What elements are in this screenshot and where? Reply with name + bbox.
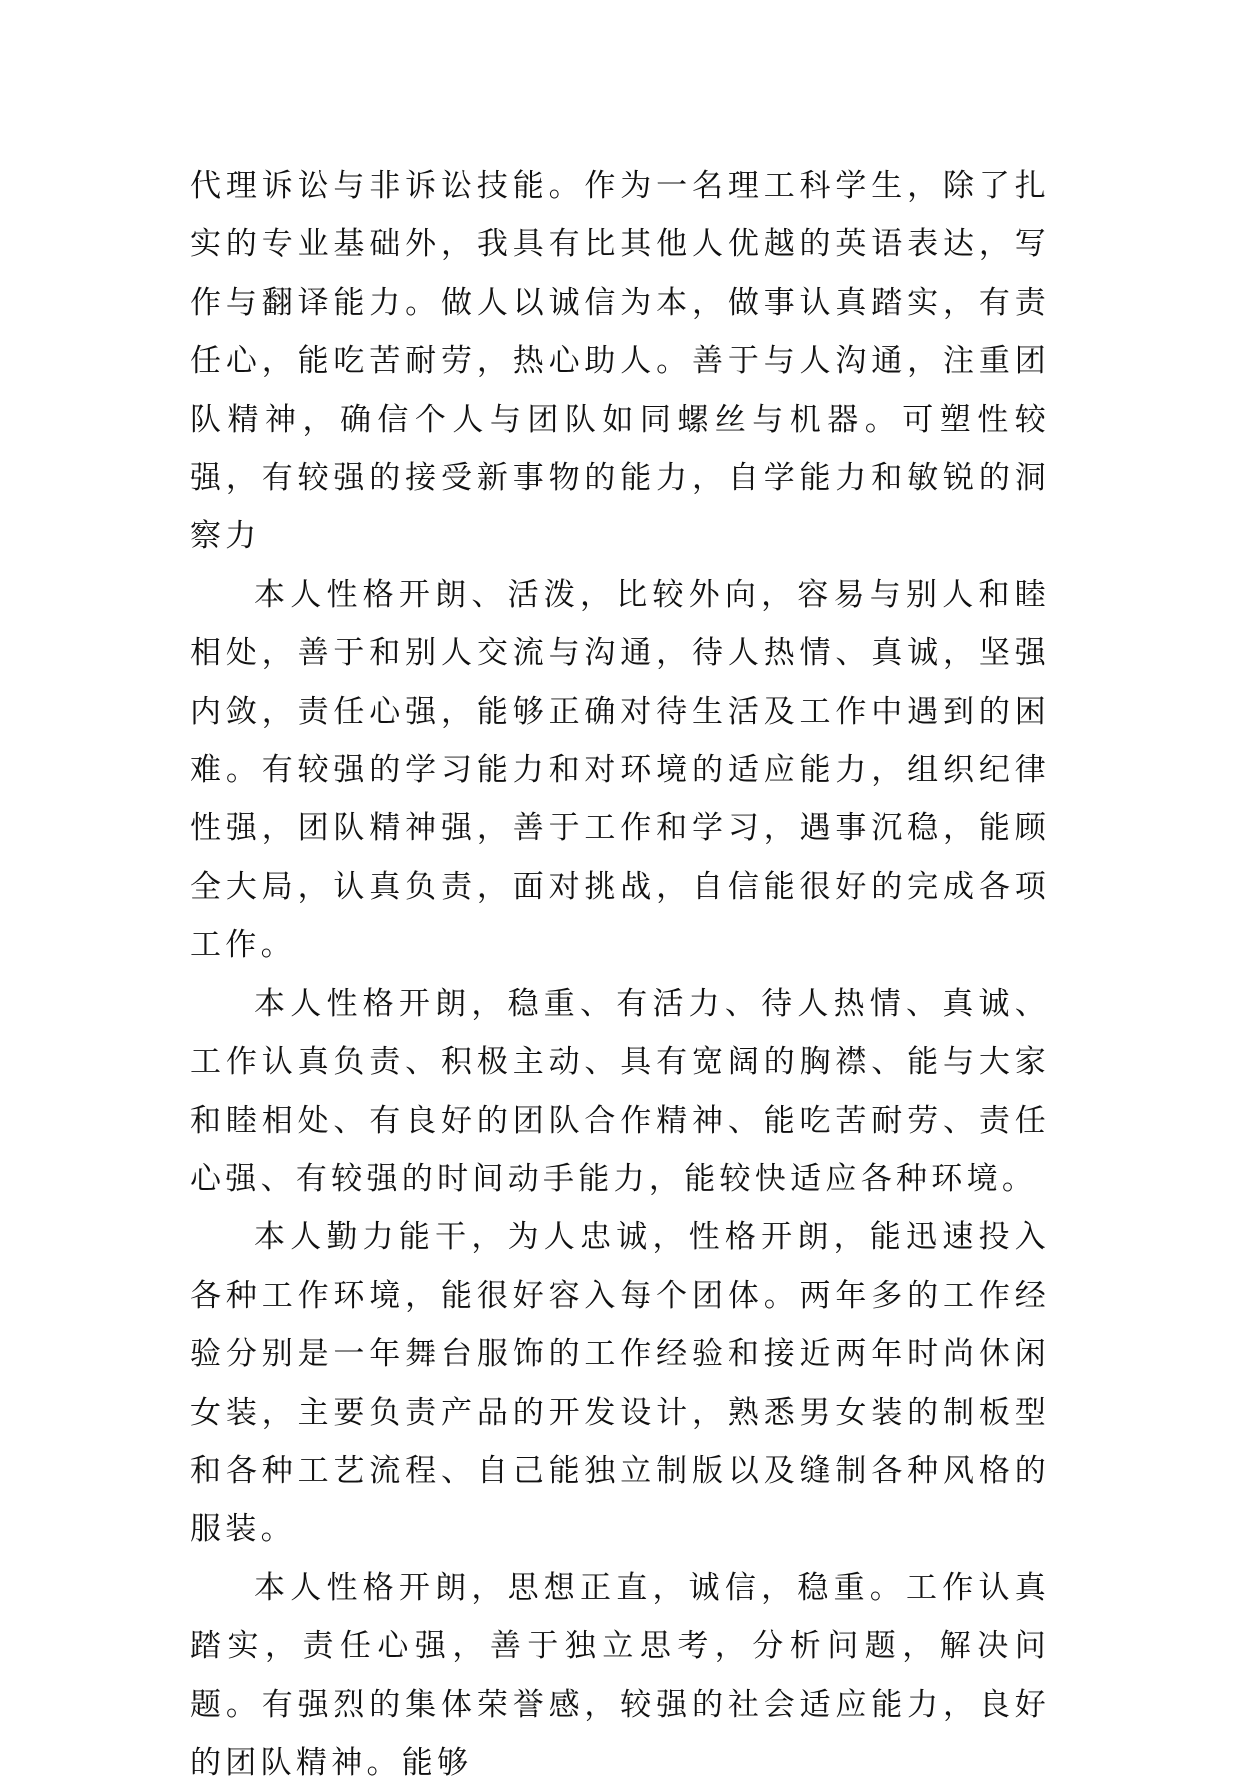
document-body (190, 157, 1050, 1792)
paragraph-5: 本人性格开朗，思想正直，诚信，稳重。工作认真踏实，责任心强，善于独立思考，分析问题，解决问题。有强烈的集体荣誉感，较强的社会适应能力，良好的团队精神。能够 (190, 1569, 1050, 1781)
paragraph-2: 本人性格开朗、活泼，比较外向，容易与别人和睦相处，善于和别人交流与沟通，待人热情、真诚，坚强内敛，责任心强，能够正确对待生活及工作中遇到的困难。有较强的学习能力和对环境的适应能力，组织纪律性强，团队精神强，善于工作和学习，遇事沉稳，能顾全大局，认真负责，面对挑战，自信能很好的完成各项工作。 (190, 576, 1050, 964)
paragraph-3: 本人性格开朗，稳重、有活力、待人热情、真诚、工作认真负责、积极主动、具有宽阔的胸襟、能与大家和睦相处、有良好的团队合作精神、能吃苦耐劳、责任心强、有较强的时间动手能力，能较快适应各种环境。 (190, 985, 1050, 1197)
paragraph-1: 代理诉讼与非诉讼技能。作为一名理工科学生，除了扎实的专业基础外，我具有比其他人优越的英语表达，写作与翻译能力。做人以诚信为本，做事认真踏实，有责任心，能吃苦耐劳，热心助人。善于与人沟通，注重团队精神，确信个人与团队如同螺丝与机器。可塑性较强，有较强的接受新事物的能力，自学能力和敏锐的洞察力 (190, 168, 1050, 555)
paragraph-4: 本人勤力能干，为人忠诚，性格开朗，能迅速投入各种工作环境，能很好容入每个团体。两年多的工作经验分别是一年舞台服饰的工作经验和接近两年时尚休闲女装，主要负责产品的开发设计，熟悉男女装的制板型和各种工艺流程、自己能独立制版以及缝制各种风格的服装。 (190, 1219, 1050, 1548)
